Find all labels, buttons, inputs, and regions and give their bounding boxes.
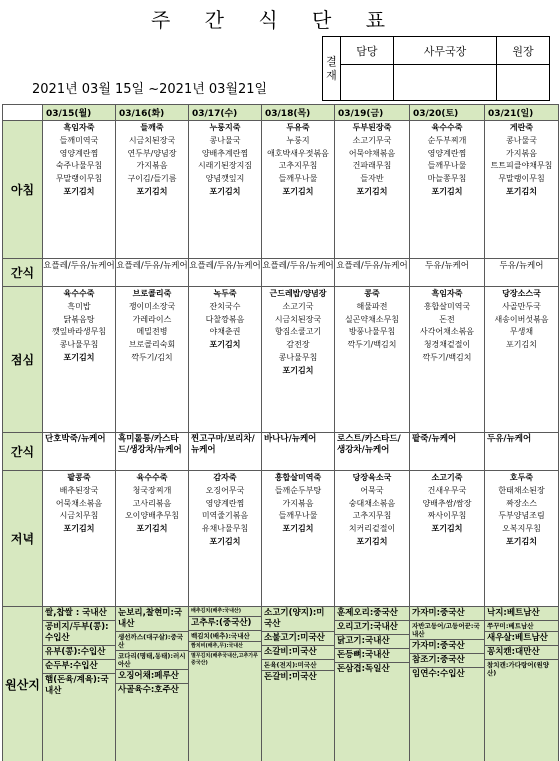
snack2-label: 간식 xyxy=(3,433,43,471)
snack-item: 요플레/두유/뉴케어 xyxy=(43,261,115,271)
menu-item: 포기김치 xyxy=(63,352,95,362)
menu-item: 포기김치 xyxy=(136,524,168,534)
origin-cell xyxy=(43,607,116,761)
snack1-row xyxy=(3,259,559,287)
menu-item: 미역줄기볶음 xyxy=(201,511,249,521)
breakfast-label: 아침 xyxy=(3,121,43,259)
meal-items xyxy=(43,471,115,536)
snack2-cell xyxy=(335,433,410,471)
menu-item: 포기김치 xyxy=(209,536,241,546)
dinner-cell xyxy=(485,471,559,607)
menu-item: 시금치된장국 xyxy=(274,314,322,324)
meal-items xyxy=(485,471,558,549)
origin-item: 낙지:베트남산 xyxy=(485,607,558,621)
snack2-row xyxy=(3,433,559,471)
menu-item: 양배추계란찜 xyxy=(201,148,249,158)
menu-item: 포기김치 xyxy=(506,340,537,350)
menu-item: 양념깻잎지 xyxy=(205,174,245,184)
snack-item: 찐고구마/보리차/뉴케어 xyxy=(191,434,255,455)
origin-item: 멸무김치(배추국내산,고추가루중국산) xyxy=(191,653,258,666)
menu-item: 어묵야채볶음 xyxy=(348,148,396,158)
origin-item: 가자미:중국산 xyxy=(410,607,484,621)
menu-item: 육수수죽 xyxy=(431,123,463,132)
menu-item: 포기김치 xyxy=(282,365,314,375)
dinner-cell xyxy=(262,471,335,607)
snack2-cell xyxy=(262,433,335,471)
snack1-cell xyxy=(189,259,262,287)
origin-item: 임연수:수입산 xyxy=(412,669,465,679)
menu-item: 흑임자죽 xyxy=(63,123,95,132)
origin-item: 훈제오리:중국산 xyxy=(335,607,409,621)
menu-item: 포기김치 xyxy=(356,186,388,196)
approval-col-2: 사무국장 xyxy=(393,37,496,65)
menu-item: 쟁이미소장국 xyxy=(128,301,176,311)
menu-item: 어묵채소볶음 xyxy=(55,498,103,508)
menu-item: 가지볶음 xyxy=(136,161,168,171)
origin-item: 소고기(양지):미국산 xyxy=(262,607,334,632)
lunch-row xyxy=(3,287,559,433)
meal-items xyxy=(485,287,558,352)
menu-item: 포기김치 xyxy=(209,186,241,196)
menu-item: 소고기국 xyxy=(282,301,314,311)
menu-item: 포기김치 xyxy=(431,186,463,196)
menu-item: 야채춘권 xyxy=(209,327,241,337)
lunch-cell xyxy=(43,287,116,433)
menu-item: 실곤약채소무침 xyxy=(344,314,400,324)
menu-item: 숭대채소볶음 xyxy=(348,498,396,508)
menu-item: 근드레밥/양념장 xyxy=(269,289,327,298)
menu-item: 청경채겉절이 xyxy=(423,340,471,350)
origin-item: 생선까스(대구살):중국산 xyxy=(116,632,188,651)
lunch-cell xyxy=(262,287,335,433)
approval-col-1: 담당 xyxy=(341,37,394,65)
origin-item: 참치캔:가다랑어(원양산) xyxy=(487,661,550,677)
menu-item: 숙주나물무침 xyxy=(55,161,103,171)
menu-item: 방풍나물무침 xyxy=(348,327,396,337)
breakfast-cell xyxy=(410,121,485,259)
origin-item: 참조기:중국산 xyxy=(410,654,484,668)
origin-item: 자반고등어/고등어꾼:국내산 xyxy=(410,621,484,640)
menu-item: 고추지무침 xyxy=(352,511,392,521)
breakfast-row xyxy=(3,121,559,259)
origin-item: 돈갈비:미국산 xyxy=(264,672,317,682)
origin-item: 눈보리,찰현미:국내산 xyxy=(116,607,188,632)
menu-item: 깻잎바라생무침 xyxy=(51,327,107,337)
date-header: 03/19(금) xyxy=(335,105,410,121)
menu-item: 흥합살미역국 xyxy=(423,301,471,311)
date-header: 03/18(목) xyxy=(262,105,335,121)
menu-item: 양배추쌈/쌈장 xyxy=(422,498,472,508)
snack2-cell xyxy=(410,433,485,471)
menu-item: 마늘쫑무침 xyxy=(427,174,467,184)
breakfast-cell xyxy=(335,121,410,259)
date-header: 03/15(월) xyxy=(43,105,116,121)
menu-item: 고사리볶음 xyxy=(132,498,172,508)
menu-item: 무말랭이무침 xyxy=(498,174,545,184)
breakfast-cell xyxy=(262,121,335,259)
snack1-cell xyxy=(485,259,559,287)
origin-item: 고추루:(중국산) xyxy=(189,617,261,631)
approval-sign-3[interactable] xyxy=(497,65,550,101)
menu-item: 들깨무나물 xyxy=(278,174,318,184)
origin-cell xyxy=(485,607,559,761)
menu-item: 향짐소쿨고기 xyxy=(274,327,322,337)
origin-item: 짬치비(배추,무):국내산 xyxy=(189,642,261,652)
meal-items xyxy=(262,471,334,536)
menu-item: 오징어무국 xyxy=(205,485,245,495)
menu-item: 들깨순두부탕 xyxy=(274,485,322,495)
menu-item: 치커리겉절이 xyxy=(348,524,396,534)
meal-items xyxy=(485,121,558,199)
date-header: 03/17(수) xyxy=(189,105,262,121)
menu-period: 2021년 03월 15일 ~2021년 03월21일 xyxy=(32,82,268,97)
menu-item: 육수수죽 xyxy=(136,473,168,482)
menu-item: 두부된장죽 xyxy=(352,123,392,132)
menu-item: 새송이버섯볶음 xyxy=(494,314,549,324)
approval-label: 결재 xyxy=(323,37,341,101)
snack1-cell xyxy=(262,259,335,287)
meal-items xyxy=(262,121,334,199)
meal-items xyxy=(43,287,115,365)
meal-items xyxy=(262,287,334,378)
menu-item: 감자죽 xyxy=(213,473,237,482)
lunch-label: 점심 xyxy=(3,287,43,433)
origin-item: 배추김치(배추:국내산) xyxy=(189,607,261,617)
menu-item: 호두죽 xyxy=(509,473,534,482)
origin-cell xyxy=(116,607,189,761)
origin-cell xyxy=(335,607,410,761)
menu-item: 포기김치 xyxy=(282,186,314,196)
date-header: 03/21(일) xyxy=(485,105,559,121)
origin-item: 닭고기:국내산 xyxy=(335,635,409,649)
lunch-cell xyxy=(335,287,410,433)
lunch-cell xyxy=(410,287,485,433)
meal-items xyxy=(116,287,188,365)
menu-item: 당장육소국 xyxy=(352,473,392,482)
meal-items xyxy=(189,287,261,352)
origin-item: 사골육수:호주산 xyxy=(118,685,179,695)
breakfast-cell xyxy=(485,121,559,259)
menu-item: 당장소스국 xyxy=(502,289,541,298)
menu-item: 건파래무침 xyxy=(352,161,392,171)
menu-item: 가지볶음 xyxy=(506,148,537,158)
menu-item: 한태채소된장 xyxy=(498,485,545,495)
approval-box xyxy=(322,36,550,101)
menu-item: 브로콜리죽 xyxy=(132,289,172,298)
meal-items xyxy=(116,121,188,199)
menu-item: 배추된장국 xyxy=(59,485,99,495)
origin-item: 유부(콩):수입산 xyxy=(43,646,115,660)
menu-item: 포기김치 xyxy=(63,186,95,196)
menu-item: 사각어채소볶음 xyxy=(419,327,475,337)
menu-item: 영양계란찜 xyxy=(59,148,99,158)
snack-item: 흑미롤통/카스타드/생강차/뉴케어 xyxy=(118,434,182,455)
menu-item: 어묵국 xyxy=(360,485,384,495)
menu-item: 오복지무침 xyxy=(502,524,541,534)
menu-item: 누룽지 xyxy=(286,135,310,145)
menu-item: 포기김치 xyxy=(136,186,168,196)
origin-item: 쭈꾸미:베트남산 xyxy=(485,621,558,632)
snack-item: 바나나/뉴케어 xyxy=(264,434,317,444)
dinner-cell xyxy=(43,471,116,607)
snack-item: 두유/뉴케어 xyxy=(499,261,544,271)
menu-item: 고추지무침 xyxy=(278,161,318,171)
menu-item: 깍두기/백김치 xyxy=(422,352,472,362)
menu-table xyxy=(2,104,559,761)
meal-items xyxy=(189,121,261,199)
snack1-cell xyxy=(116,259,189,287)
menu-item: 들깨무나물 xyxy=(427,161,467,171)
origin-item: 소갈비:미국산 xyxy=(262,646,334,660)
origin-item: 백김치(배추):국내산 xyxy=(189,631,261,642)
menu-item: 애호박새우젓볶음 xyxy=(267,148,329,158)
dinner-cell xyxy=(189,471,262,607)
approval-sign-2[interactable] xyxy=(393,65,496,101)
breakfast-cell xyxy=(189,121,262,259)
meal-items xyxy=(410,287,484,365)
menu-item: 콩나물무침 xyxy=(59,340,99,350)
origin-item: 순두부:수입산 xyxy=(43,660,115,674)
meal-items xyxy=(43,121,115,199)
menu-item: 팥콩죽 xyxy=(67,473,91,482)
menu-item: 건새우무국 xyxy=(427,485,467,495)
snack2-cell xyxy=(189,433,262,471)
menu-item: 포기김치 xyxy=(63,524,95,534)
snack-item: 요플레/두유/뉴케어 xyxy=(189,261,261,271)
menu-item: 깍두기/백김치 xyxy=(347,340,397,350)
menu-item: 들깨미역국 xyxy=(59,135,99,145)
menu-item: 콩나물국 xyxy=(209,135,241,145)
menu-item: 오이양배추무침 xyxy=(124,511,180,521)
menu-item: 유채나물무침 xyxy=(201,524,249,534)
page-title: 주 간 식 단 표 xyxy=(150,8,400,32)
snack1-cell xyxy=(335,259,410,287)
origin-item: 가자미:중국산 xyxy=(410,640,484,654)
snack-item: 로스트/카스타드/생강차/뉴케어 xyxy=(337,434,401,455)
menu-item: 포기김치 xyxy=(506,186,537,196)
menu-item: 무생채 xyxy=(509,327,534,337)
snack-item: 요플레/두유/뉴케어 xyxy=(116,261,188,271)
menu-item: 가레라이스 xyxy=(132,314,172,324)
origin-item: 꽁치캔:대만산 xyxy=(485,646,558,660)
menu-item: 브로콜리숙회 xyxy=(128,340,176,350)
origin-item: 코다리(명태,동태):러시아산 xyxy=(116,651,188,670)
menu-item: 짜사이무침 xyxy=(427,511,467,521)
snack1-cell xyxy=(43,259,116,287)
menu-item: 시금치된장국 xyxy=(128,135,176,145)
meal-items xyxy=(335,121,409,199)
menu-item: 무말랭이무침 xyxy=(55,174,103,184)
meal-items xyxy=(335,287,409,352)
menu-item: 짜장소스 xyxy=(506,498,537,508)
menu-item: 포기김치 xyxy=(356,536,388,546)
menu-item: 들깨무나물 xyxy=(278,511,318,521)
approval-sign-1[interactable] xyxy=(341,65,394,101)
menu-item: 콩나물무침 xyxy=(278,352,318,362)
origin-item: 오리고기:국내산 xyxy=(335,621,409,635)
snack2-cell xyxy=(485,433,559,471)
breakfast-cell xyxy=(43,121,116,259)
menu-item: 콩죽 xyxy=(364,289,380,298)
origin-item: 소불고기:미국산 xyxy=(262,632,334,646)
snack-item: 두유/뉴케어 xyxy=(487,434,532,444)
origin-item: 햄(돈육/계육):국내산 xyxy=(45,675,109,696)
menu-item: 영양계란찜 xyxy=(205,498,245,508)
dinner-cell xyxy=(335,471,410,607)
lunch-cell xyxy=(485,287,559,433)
menu-item: 연두부/양념장 xyxy=(127,148,177,158)
origin-item: 돈등뼈:국내산 xyxy=(335,649,409,663)
menu-item: 포기김치 xyxy=(282,524,314,534)
menu-item: 닭볶음탕 xyxy=(63,314,95,324)
dinner-cell xyxy=(116,471,189,607)
origin-item: 돈육(전지):미국산 xyxy=(262,660,334,671)
origin-cell xyxy=(262,607,335,761)
lunch-cell xyxy=(189,287,262,433)
menu-item: 포기김치 xyxy=(431,524,463,534)
date-header: 03/16(화) xyxy=(116,105,189,121)
origin-item: 새우살:베트남산 xyxy=(485,632,558,646)
snack-item: 팥죽/뉴케어 xyxy=(412,434,457,444)
menu-item: 육수수죽 xyxy=(63,289,95,298)
menu-item: 들깨죽 xyxy=(140,123,164,132)
menu-item: 두유죽 xyxy=(286,123,310,132)
meal-items xyxy=(189,471,261,549)
menu-item: 소고기무국 xyxy=(352,135,392,145)
menu-item: 감전장 xyxy=(286,340,310,350)
origin-row xyxy=(3,607,559,761)
menu-item: 들자반 xyxy=(360,174,384,184)
origin-label: 원산지 xyxy=(3,607,43,761)
snack-item: 두유/뉴케어 xyxy=(425,261,469,271)
snack-item: 단호박죽/뉴케어 xyxy=(45,434,106,444)
menu-item: 게란죽 xyxy=(509,123,534,132)
date-header: 03/20(토) xyxy=(410,105,485,121)
menu-item: 깍두기/김치 xyxy=(131,352,173,362)
menu-item: 녹두죽 xyxy=(213,289,237,298)
lunch-cell xyxy=(116,287,189,433)
menu-item: 돈전 xyxy=(439,314,455,324)
menu-item: 순두부찌개 xyxy=(427,135,467,145)
snack-item: 요플레/두유/뉴케어 xyxy=(262,261,334,271)
origin-item: 오징어채:페루산 xyxy=(116,670,188,684)
menu-item: 누룽지죽 xyxy=(209,123,241,132)
dinner-cell xyxy=(410,471,485,607)
origin-item: 돈삼겹:독일산 xyxy=(337,664,390,674)
menu-item: 흑미밥 xyxy=(67,301,91,311)
menu-item: 청국장찌개 xyxy=(132,485,172,495)
menu-item: 메밀전병 xyxy=(136,327,168,337)
menu-item: 해물파전 xyxy=(356,301,388,311)
menu-item: 시금치무침 xyxy=(59,511,99,521)
menu-item: 다찰깡볶음 xyxy=(205,314,245,324)
snack1-label: 간식 xyxy=(3,259,43,287)
menu-item: 흑임자죽 xyxy=(431,289,463,298)
menu-item: 트트피클야채무침 xyxy=(490,161,553,171)
menu-item: 사골만두국 xyxy=(502,301,541,311)
menu-item: 가지볶음 xyxy=(282,498,314,508)
meal-items xyxy=(410,471,484,536)
menu-item: 잔치국수 xyxy=(209,301,241,311)
menu-item: 콩나물국 xyxy=(506,135,537,145)
menu-item: 영양계란찜 xyxy=(427,148,467,158)
dinner-row xyxy=(3,471,559,607)
origin-item: 공비지/두부(콩):수입산 xyxy=(43,621,115,646)
meal-items xyxy=(335,471,409,549)
menu-item: 포기김치 xyxy=(209,340,241,350)
origin-cell xyxy=(410,607,485,761)
dinner-label: 저녁 xyxy=(3,471,43,607)
menu-item: 시래기된장지짐 xyxy=(197,161,253,171)
menu-item: 소고기죽 xyxy=(431,473,463,482)
menu-item: 구이김/들기름 xyxy=(127,174,177,184)
origin-cell xyxy=(189,607,262,761)
corner-cell xyxy=(3,105,43,121)
meal-items xyxy=(116,471,188,536)
origin-item: 쌀,찹쌀 : 국내산 xyxy=(43,607,115,621)
snack2-cell xyxy=(43,433,116,471)
breakfast-cell xyxy=(116,121,189,259)
snack1-cell xyxy=(410,259,485,287)
menu-item: 두부양념조림 xyxy=(498,511,545,521)
meal-items xyxy=(410,121,484,199)
menu-item: 포기김치 xyxy=(506,536,537,546)
approval-col-3: 원장 xyxy=(497,37,550,65)
snack2-cell xyxy=(116,433,189,471)
menu-item: 흥합살미역죽 xyxy=(274,473,322,482)
snack-item: 요플레/두유/뉴케어 xyxy=(336,261,408,271)
